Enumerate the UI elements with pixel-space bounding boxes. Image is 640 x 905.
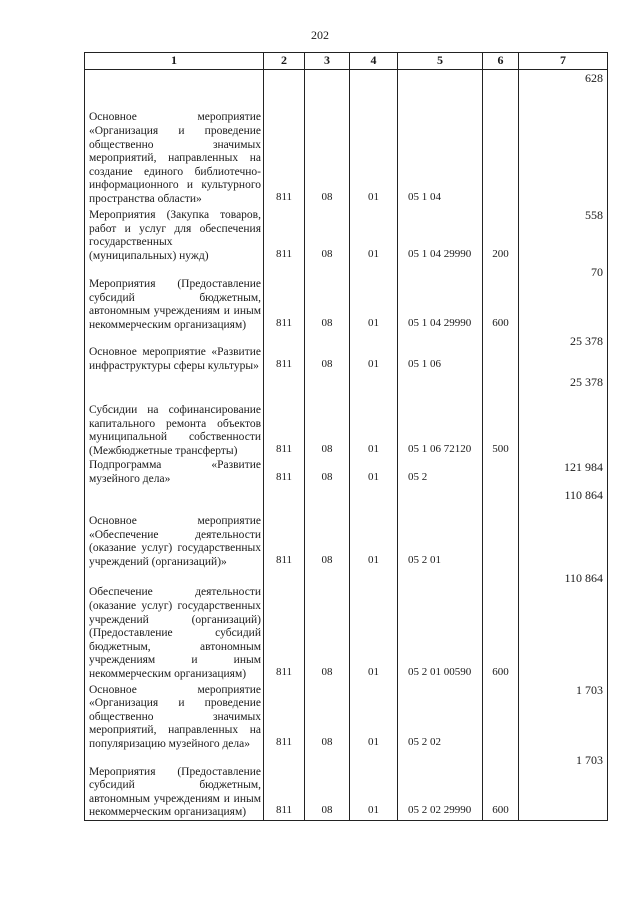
row-name: Мероприятия (Предоставление субсидий бюджетным, автономным учреждениям и иным некоммерческим организациям)	[85, 752, 264, 821]
page-number: 202	[311, 28, 329, 42]
header-row	[85, 53, 608, 70]
row-rz: 08	[305, 264, 350, 333]
row-name: Обеспечение деятельности (оказание услуг) государственных учреждений (организаций) (Предоставление субсидий бюджетным, автономным учреждениям и иным некоммерческим организациям)	[85, 570, 264, 682]
row-amount: 121 984	[519, 459, 608, 487]
row-csr: 05 2	[398, 459, 483, 487]
column-header-4: 4	[350, 53, 398, 70]
row-amount: 1 703	[519, 752, 608, 821]
row-pr: 01	[350, 682, 398, 752]
row-rz: 08	[305, 374, 350, 459]
row-vr: 500	[483, 374, 519, 459]
row-amount: 70	[519, 264, 608, 333]
row-amount: 110 864	[519, 487, 608, 570]
column-header-2: 2	[264, 53, 305, 70]
table-row	[85, 487, 608, 570]
row-name: Основное мероприятие «Обеспечение деятельности (оказание услуг) государственных учреждений (организаций)»	[85, 487, 264, 570]
row-rz: 08	[305, 487, 350, 570]
row-gr: 811	[264, 487, 305, 570]
row-vr	[483, 682, 519, 752]
row-vr	[483, 487, 519, 570]
row-rz: 08	[305, 459, 350, 487]
row-rz: 08	[305, 207, 350, 264]
row-rz: 08	[305, 682, 350, 752]
row-name: Мероприятия (Предоставление субсидий бюджетным, автономным учреждениям и иным некоммерческим организациям)	[85, 264, 264, 333]
row-name: Подпрограмма «Развитие музейного дела»	[85, 459, 264, 487]
row-rz: 08	[305, 752, 350, 821]
table-row	[85, 70, 608, 207]
row-csr: 05 2 01 00590	[398, 570, 483, 682]
table-row	[85, 333, 608, 374]
row-amount: 1 703	[519, 682, 608, 752]
row-gr: 811	[264, 70, 305, 207]
row-gr: 811	[264, 682, 305, 752]
row-csr: 05 1 06	[398, 333, 483, 374]
row-rz: 08	[305, 570, 350, 682]
row-csr: 05 2 02 29990	[398, 752, 483, 821]
row-csr: 05 1 04 29990	[398, 207, 483, 264]
row-name: Основное мероприятие «Организация и проведение общественно значимых мероприятий, направленных на популяризацию музейного дела»	[85, 682, 264, 752]
row-name: Основное мероприятие «Организация и проведение общественно значимых мероприятий, направленных на создание единого библиотечно-информационного и культурного пространства области»	[85, 70, 264, 207]
row-vr: 600	[483, 752, 519, 821]
row-csr: 05 1 04 29990	[398, 264, 483, 333]
row-vr: 600	[483, 570, 519, 682]
table-row	[85, 459, 608, 487]
table-row	[85, 207, 608, 264]
row-vr	[483, 70, 519, 207]
table-row	[85, 752, 608, 821]
row-gr: 811	[264, 374, 305, 459]
row-csr: 05 1 04	[398, 70, 483, 207]
table-row	[85, 264, 608, 333]
row-csr: 05 2 01	[398, 487, 483, 570]
row-rz: 08	[305, 333, 350, 374]
table-row	[85, 682, 608, 752]
row-amount: 628	[519, 70, 608, 207]
row-name: Основное мероприятие «Развитие инфраструктуры сферы культуры»	[85, 333, 264, 374]
row-gr: 811	[264, 459, 305, 487]
column-header-7: 7	[519, 53, 608, 70]
row-pr: 01	[350, 570, 398, 682]
column-header-3: 3	[305, 53, 350, 70]
row-amount: 25 378	[519, 333, 608, 374]
row-gr: 811	[264, 570, 305, 682]
row-pr: 01	[350, 374, 398, 459]
table-row	[85, 374, 608, 459]
row-gr: 811	[264, 752, 305, 821]
row-pr: 01	[350, 333, 398, 374]
row-vr	[483, 333, 519, 374]
row-csr: 05 1 06 72120	[398, 374, 483, 459]
row-csr: 05 2 02	[398, 682, 483, 752]
row-pr: 01	[350, 70, 398, 207]
budget-table	[84, 52, 608, 821]
row-name: Мероприятия (Закупка товаров, работ и услуг для обеспечения государственных (муниципальных) нужд)	[85, 207, 264, 264]
row-gr: 811	[264, 333, 305, 374]
row-pr: 01	[350, 207, 398, 264]
row-gr: 811	[264, 207, 305, 264]
row-name: Субсидии на софинансирование капитального ремонта объектов муниципальной собственности (Межбюджетные трансферты)	[85, 374, 264, 459]
row-amount: 558	[519, 207, 608, 264]
table-row	[85, 570, 608, 682]
row-gr: 811	[264, 264, 305, 333]
row-vr	[483, 459, 519, 487]
row-pr: 01	[350, 487, 398, 570]
row-pr: 01	[350, 752, 398, 821]
row-vr: 600	[483, 264, 519, 333]
column-header-5: 5	[398, 53, 483, 70]
row-rz: 08	[305, 70, 350, 207]
column-header-6: 6	[483, 53, 519, 70]
row-pr: 01	[350, 264, 398, 333]
row-amount: 110 864	[519, 570, 608, 682]
row-vr: 200	[483, 207, 519, 264]
row-pr: 01	[350, 459, 398, 487]
table-body	[85, 70, 608, 821]
column-header-1: 1	[85, 53, 264, 70]
row-amount: 25 378	[519, 374, 608, 459]
